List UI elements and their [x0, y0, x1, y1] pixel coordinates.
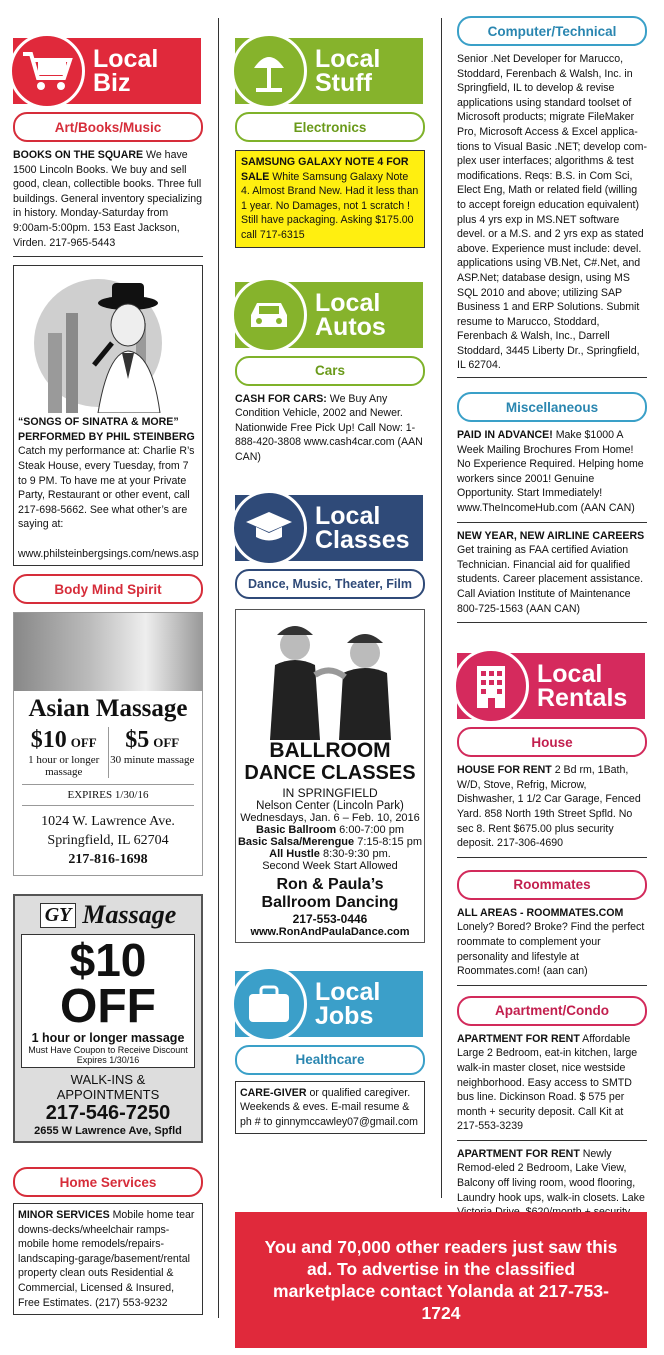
category-computer-technical[interactable]: Computer/Technical — [457, 16, 647, 46]
asian-massage-title: Asian Massage — [28, 695, 188, 723]
shopping-cart-icon — [9, 33, 85, 109]
massage-photo — [14, 613, 202, 691]
gy-offer-box: $10 OFF 1 hour or longer massage Must Have Coupon to Receive Discount Expires 1/30/16 — [21, 934, 195, 1068]
category-cars[interactable]: Cars — [235, 356, 425, 386]
listing-care-giver: CARE-GIVER or qualified caregiver. Weekends & eves. E-mail resume & ph # to ginnymccawley07@gmail.com — [235, 1081, 425, 1135]
listing-house-for-rent: HOUSE FOR RENT 2 Bd rm, 1Bath, W/D, Stove, Refrig, Microw, Dishwasher, 1 1/2 Car Garage, Fenced Yard. 858 North 19th Street Spfld. No sec 8. Rent $675.00 plus security deposit. 217-306-4690 — [457, 763, 647, 858]
briefcase-icon — [231, 966, 307, 1042]
column-divider — [441, 18, 442, 1198]
category-healthcare[interactable]: Healthcare — [235, 1045, 425, 1075]
asian-address: 1024 W. Lawrence Ave. Springfield, IL 62704 217-816-1698 — [41, 814, 175, 868]
listing-apartment-1: APARTMENT FOR RENT Affordable Large 2 Bedroom, eat-in kitchen, large walk-in master closet, nice westside neighborhood. Easy access to SMTD bus line. Dickinson Road. $ 575 per month + security deposit. Call Kit at 217-553-3239 — [457, 1032, 647, 1141]
ad-asian-massage — [13, 612, 203, 876]
gy-title: Massage — [82, 900, 177, 930]
local-classes-header — [235, 495, 423, 561]
local-stuff-header — [235, 38, 423, 104]
section-title: Local Biz — [93, 45, 159, 97]
car-icon — [231, 277, 307, 353]
advertise-banner — [235, 1212, 647, 1348]
ad-sinatra — [13, 265, 203, 566]
local-autos-header — [235, 282, 423, 348]
category-apartment-condo[interactable]: Apartment/Condo — [457, 996, 647, 1026]
section-title: Local Classes — [315, 501, 410, 554]
building-icon — [453, 648, 529, 724]
asian-offers: $10 OFF 1 hour or longer massage $5 OFF 30 minute massage — [14, 727, 202, 778]
category-dance-music-theater-film[interactable]: Dance, Music, Theater, Film — [235, 569, 425, 599]
column-divider — [218, 18, 219, 1318]
listing-samsung: SAMSUNG GALAXY NOTE 4 FOR SALE White Samsung Galaxy Note 4. Almost Brand New. Had it less than 1 year. No Damages, not 1 scratch ! Still have packaging. Asking $175.00 call 717-6315 — [235, 150, 425, 248]
advertise-text: You and 70,000 other readers just saw this ad. To advertise in the classified marketplace contact Yolanda at 217-753-1724 — [264, 1237, 618, 1323]
dancers-photo — [236, 610, 424, 740]
column-middle — [235, 10, 425, 1134]
ad-ballroom: BALLROOM DANCE CLASSES IN SPRINGFIELD Nelson Center (Lincoln Park) Wednesdays, Jan. 6 – Feb. 10, 2016 Basic Ballroom 6:00-7:00 pm Basic Salsa/Merengue 7:15-8:15 pm All Hustle 8:30-9:30 pm. Second Week Start Allowed Ron & Paula’s Ballroom Dancing 217-553-0446 www.RonAndPaulaDance.com — [235, 609, 425, 943]
section-title: Local Jobs — [315, 977, 381, 1030]
listing-cash-for-cars: CASH FOR CARS: We Buy Any Condition Vehicle, 2002 and Newer. Nationwide Free Pick Up! Call Now: 1-888-420-3808 www.cash4car.com (AAN CAN) — [235, 392, 423, 463]
listing-net-developer: Senior .Net Developer for Marucco, Stoddard, Ferenbach & Walsh, Inc. in Springfield, IL to develop & revise applications using standard toolset of Microsoft products; migrate FileMaker Pro, Microsoft Access & Excel applica-tions to Visual Basic .NET; develop com-plex user interfaces; algorithms & test modifications. Reqs: B.S. in Com Sci, Elect Eng, Math or related field (willing to accept foreign education equivalent) plus 4 yrs exp in MS.NET software devel. or a M.S. and 2 yrs exp as stated above. Experience must include: devel. applications using VB.Net, C#.Net, and ASP.Net; database design, using MS SQL 2010 and above; utilizing SAP Business 1 and ERP Solutions. Submit resume to Marucco, Stoddard, Ferenbach & Walsh, Inc., Darrell Stoddard, 3445 Liberty Dr., Springfield, IL 62704. — [457, 52, 647, 378]
listing-roommates: ALL AREAS - ROOMMATES.COM Lonely? Bored? Broke? Find the perfect roommate to complement your personality and lifestyle at Roommates.com! (aan can) — [457, 906, 647, 986]
category-art-books-music[interactable]: Art/Books/Music — [13, 112, 203, 142]
ad-gy-massage: GY Massage $10 OFF 1 hour or longer massage Must Have Coupon to Receive Discount Expires 1/30/16 WALK-INS & APPOINTMENTS 217-546-7250 2655 W Lawrence Ave, Spfld — [13, 894, 203, 1143]
local-biz-header — [13, 38, 201, 104]
gy-logo: GY — [40, 903, 77, 928]
category-body-mind-spirit[interactable]: Body Mind Spirit — [13, 574, 203, 604]
section-title: Local Stuff — [315, 45, 381, 97]
listing-books: BOOKS ON THE SQUARE We have 1500 Lincoln Books. We buy and sell good, clean, collectible books. Three full buildings. General inventory specializing in history. Monday-Saturday from 9:00am-5:00pm. 153 East Jackson, Virden. 217-965-5443 — [13, 148, 203, 257]
local-jobs-header — [235, 971, 423, 1037]
category-roommates[interactable]: Roommates — [457, 870, 647, 900]
listing-minor-services: MINOR SERVICES Mobile home tear downs-decks/wheelchair ramps-mobile home remodels/repairs-landscaping-garage/basement/rental property clean outs Residential & Commercial, Licensed & Insured, Free Estimates. (217) 553-9232 — [13, 1203, 203, 1315]
category-house[interactable]: House — [457, 727, 647, 757]
listing-paid-in-advance: PAID IN ADVANCE! Make $1000 A Week Mailing Brochures From Home! No Experience Required. Helping home workers since 2001! Genuine Opportunity. Start Immediately! www.TheIncomeHub.com (AAN CAN) — [457, 428, 647, 523]
lamp-icon — [231, 33, 307, 109]
category-electronics[interactable]: Electronics — [235, 112, 425, 142]
listing-apartment-2: APARTMENT FOR RENT Newly Remod-eled 2 Bedroom, Lake View, Balcony off living room, wood flooring, Laundry hook ups, walk-in closets. Lake — [457, 1141, 647, 1242]
column-left — [13, 10, 203, 1315]
graduation-cap-icon — [231, 490, 307, 566]
singer-illustration — [18, 270, 198, 415]
listing-airline-careers: NEW YEAR, NEW AIRLINE CAREERS Get training as FAA certified Aviation Technician. Financial aid for qualified students. Career placement assistance. Call Aviation Institute of Maintenance 800-725-1563 (AAN CAN) — [457, 523, 647, 624]
section-title: Local Autos — [315, 288, 386, 341]
column-right — [457, 10, 647, 1241]
category-miscellaneous[interactable]: Miscellaneous — [457, 392, 647, 422]
local-rentals-header — [457, 653, 645, 719]
sinatra-link[interactable]: www.philsteinbergsings.com/news.asp — [18, 547, 199, 560]
listing-sinatra: “SONGS OF SINATRA & MORE” PERFORMED BY PHIL STEINBERG Catch my performance at: Charlie R’s Steak House, every Tuesday, from 7 to 9 PM. To have me at your Private Party, Restaurant or other event, call 217-698-5662. See what other’s are saying at: www.philsteinbergsings.com/news.asp — [18, 416, 199, 560]
asian-expires: EXPIRES 1/30/16 — [22, 784, 194, 806]
ballroom-url[interactable]: www.RonAndPaulaDance.com — [250, 925, 410, 938]
category-home-services[interactable]: Home Services — [13, 1167, 203, 1197]
section-title: Local Rentals — [537, 660, 628, 713]
